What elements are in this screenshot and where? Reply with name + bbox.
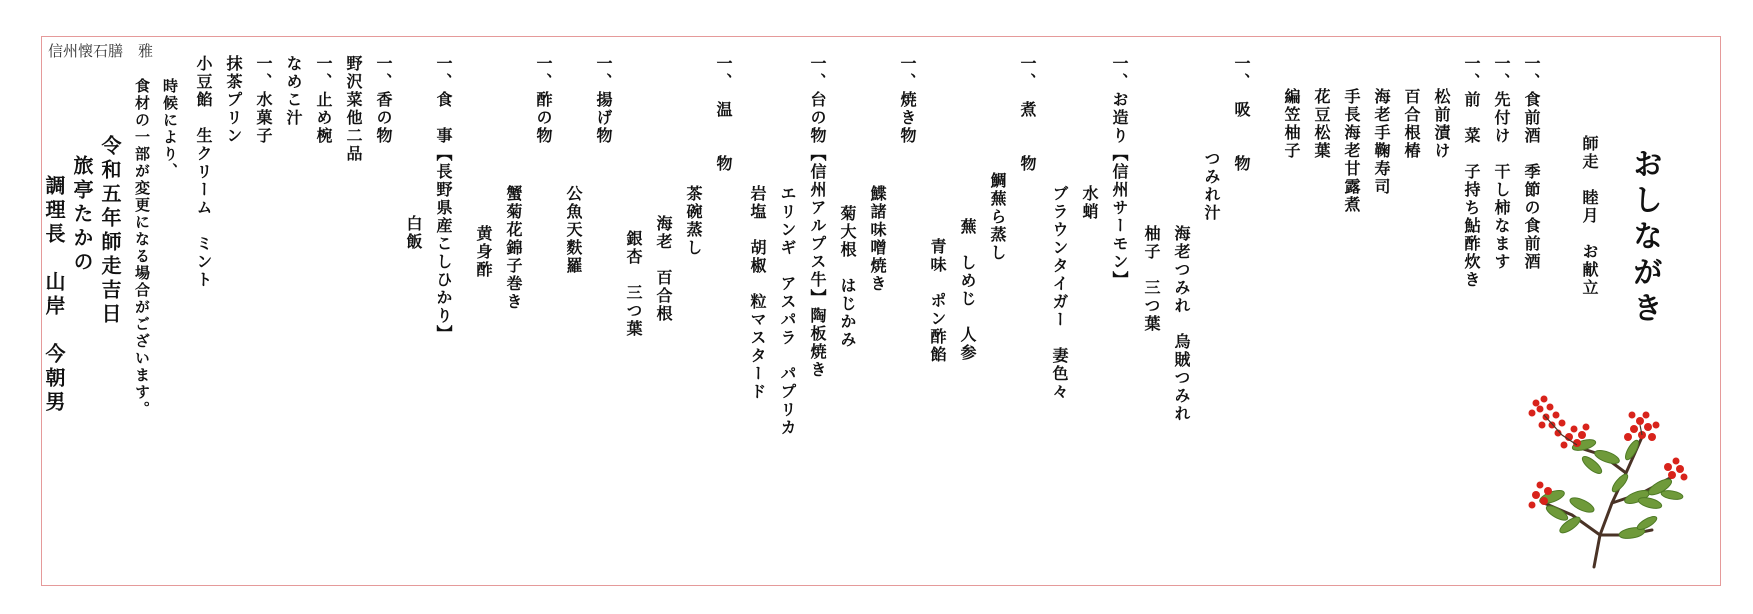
menu-item-zensai-detail: 松前漬け xyxy=(1432,88,1451,160)
menu-item-dessert-detail: 抹茶プリン xyxy=(224,55,243,145)
menu-item-zensai: 一、前 菜 子持ち鮎酢炊き xyxy=(1462,55,1481,289)
menu-item-steamed: 一、 温 物 xyxy=(714,55,733,173)
nandina-illustration xyxy=(1522,385,1697,570)
closing-chef: 調理長 山岸 今朝男 xyxy=(42,175,66,415)
menu-item-zensai-detail: 編笠柚子 xyxy=(1282,88,1301,160)
menu-item-zensai-detail: 花豆松葉 xyxy=(1312,88,1331,160)
menu-subtitle: 師走 睦月 お献立 xyxy=(1580,135,1599,297)
menu-item-dessert-detail: 小豆餡 生クリーム ミント xyxy=(194,55,213,289)
menu-item-vinegared-detail: 黄身酢 xyxy=(474,225,493,279)
menu-item-zensai-detail: 百合根椿 xyxy=(1402,88,1421,160)
menu-item-dessert: 一、水菓子 xyxy=(254,55,273,145)
menu-item-soup-detail: 柚子 三つ葉 xyxy=(1142,225,1161,333)
restaurant-name: 信州懐石膳 雅 xyxy=(48,42,154,60)
menu-item-sashimi-detail: ブラウンタイガー 妻色々 xyxy=(1050,185,1069,401)
menu-item-sashimi: 一、お造り【信州サーモン】 xyxy=(1110,55,1129,289)
menu-item-soup-detail: つみれ汁 xyxy=(1202,150,1221,222)
menu-item-grilled-detail: 鰈諸味噌焼き xyxy=(868,185,887,293)
menu-item-main-detail: エリンギ アスパラ パプリカ xyxy=(778,185,797,437)
menu-item-simmered: 一、 煮 物 xyxy=(1018,55,1037,173)
menu-item-rice-detail: 白飯 xyxy=(404,215,423,251)
menu-item-soup: 一、 吸 物 xyxy=(1232,55,1251,173)
closing-inn: 旅亭たかの xyxy=(70,155,94,275)
menu-item-zensai-detail: 海老手鞠寿司 xyxy=(1372,88,1391,196)
menu-item-fried: 一、揚げ物 xyxy=(594,55,613,145)
menu-item-pickles-detail: 野沢菜他二品 xyxy=(344,55,363,163)
menu-item-simmered-detail: 青味 ポン酢餡 xyxy=(928,238,947,364)
menu-item-simmered-detail: 蕪 しめじ 人参 xyxy=(958,218,977,362)
notice-line: 食材の一部が変更になる場合がございます。 xyxy=(133,78,151,418)
menu-item-aperitif: 一、食前酒 季節の食前酒 xyxy=(1522,55,1541,271)
menu-item-sashimi-detail: 水蛸 xyxy=(1080,185,1099,221)
notice-line: 時候により、 xyxy=(161,78,179,180)
menu-item-grilled-detail: 菊大根 はじかみ xyxy=(838,205,857,349)
menu-item-vinegared: 一、酢の物 xyxy=(534,55,553,145)
menu-item-soup-detail: 海老つみれ 烏賊つみれ xyxy=(1172,225,1191,423)
menu-item-steamed-detail: 茶碗蒸し xyxy=(684,185,703,257)
menu-item-steamed-detail: 海老 百合根 xyxy=(654,215,673,323)
menu-item-vinegared-detail: 蟹菊花錦子巻き xyxy=(504,185,523,311)
menu-item-fried-detail: 公魚天麩羅 xyxy=(564,185,583,275)
menu-item-rice: 一、食 事【長野県産こしひかり】 xyxy=(434,55,453,343)
menu-item-grilled: 一、焼き物 xyxy=(898,55,917,145)
menu-item-zensai-detail: 手長海老甘露煮 xyxy=(1342,88,1361,214)
menu-item-miso-soup: 一、止め椀 xyxy=(314,55,333,145)
menu-item-main-detail: 岩塩 胡椒 粒マスタード xyxy=(748,185,767,401)
menu-item-miso-soup-detail: なめこ汁 xyxy=(284,55,303,127)
menu-item-pickles: 一、香の物 xyxy=(374,55,393,145)
closing-date: 令和五年師走吉日 xyxy=(98,135,122,327)
menu-item-steamed-detail: 銀杏 三つ葉 xyxy=(624,230,643,338)
menu-item-appetizer: 一、先付け 干し柿なます xyxy=(1492,55,1511,271)
page-title: おしながき xyxy=(1627,148,1662,328)
menu-item-main: 一、台の物【信州アルプス牛】陶板焼き xyxy=(808,55,827,379)
menu-item-simmered-detail: 鯛蕪ら蒸し xyxy=(988,172,1007,262)
